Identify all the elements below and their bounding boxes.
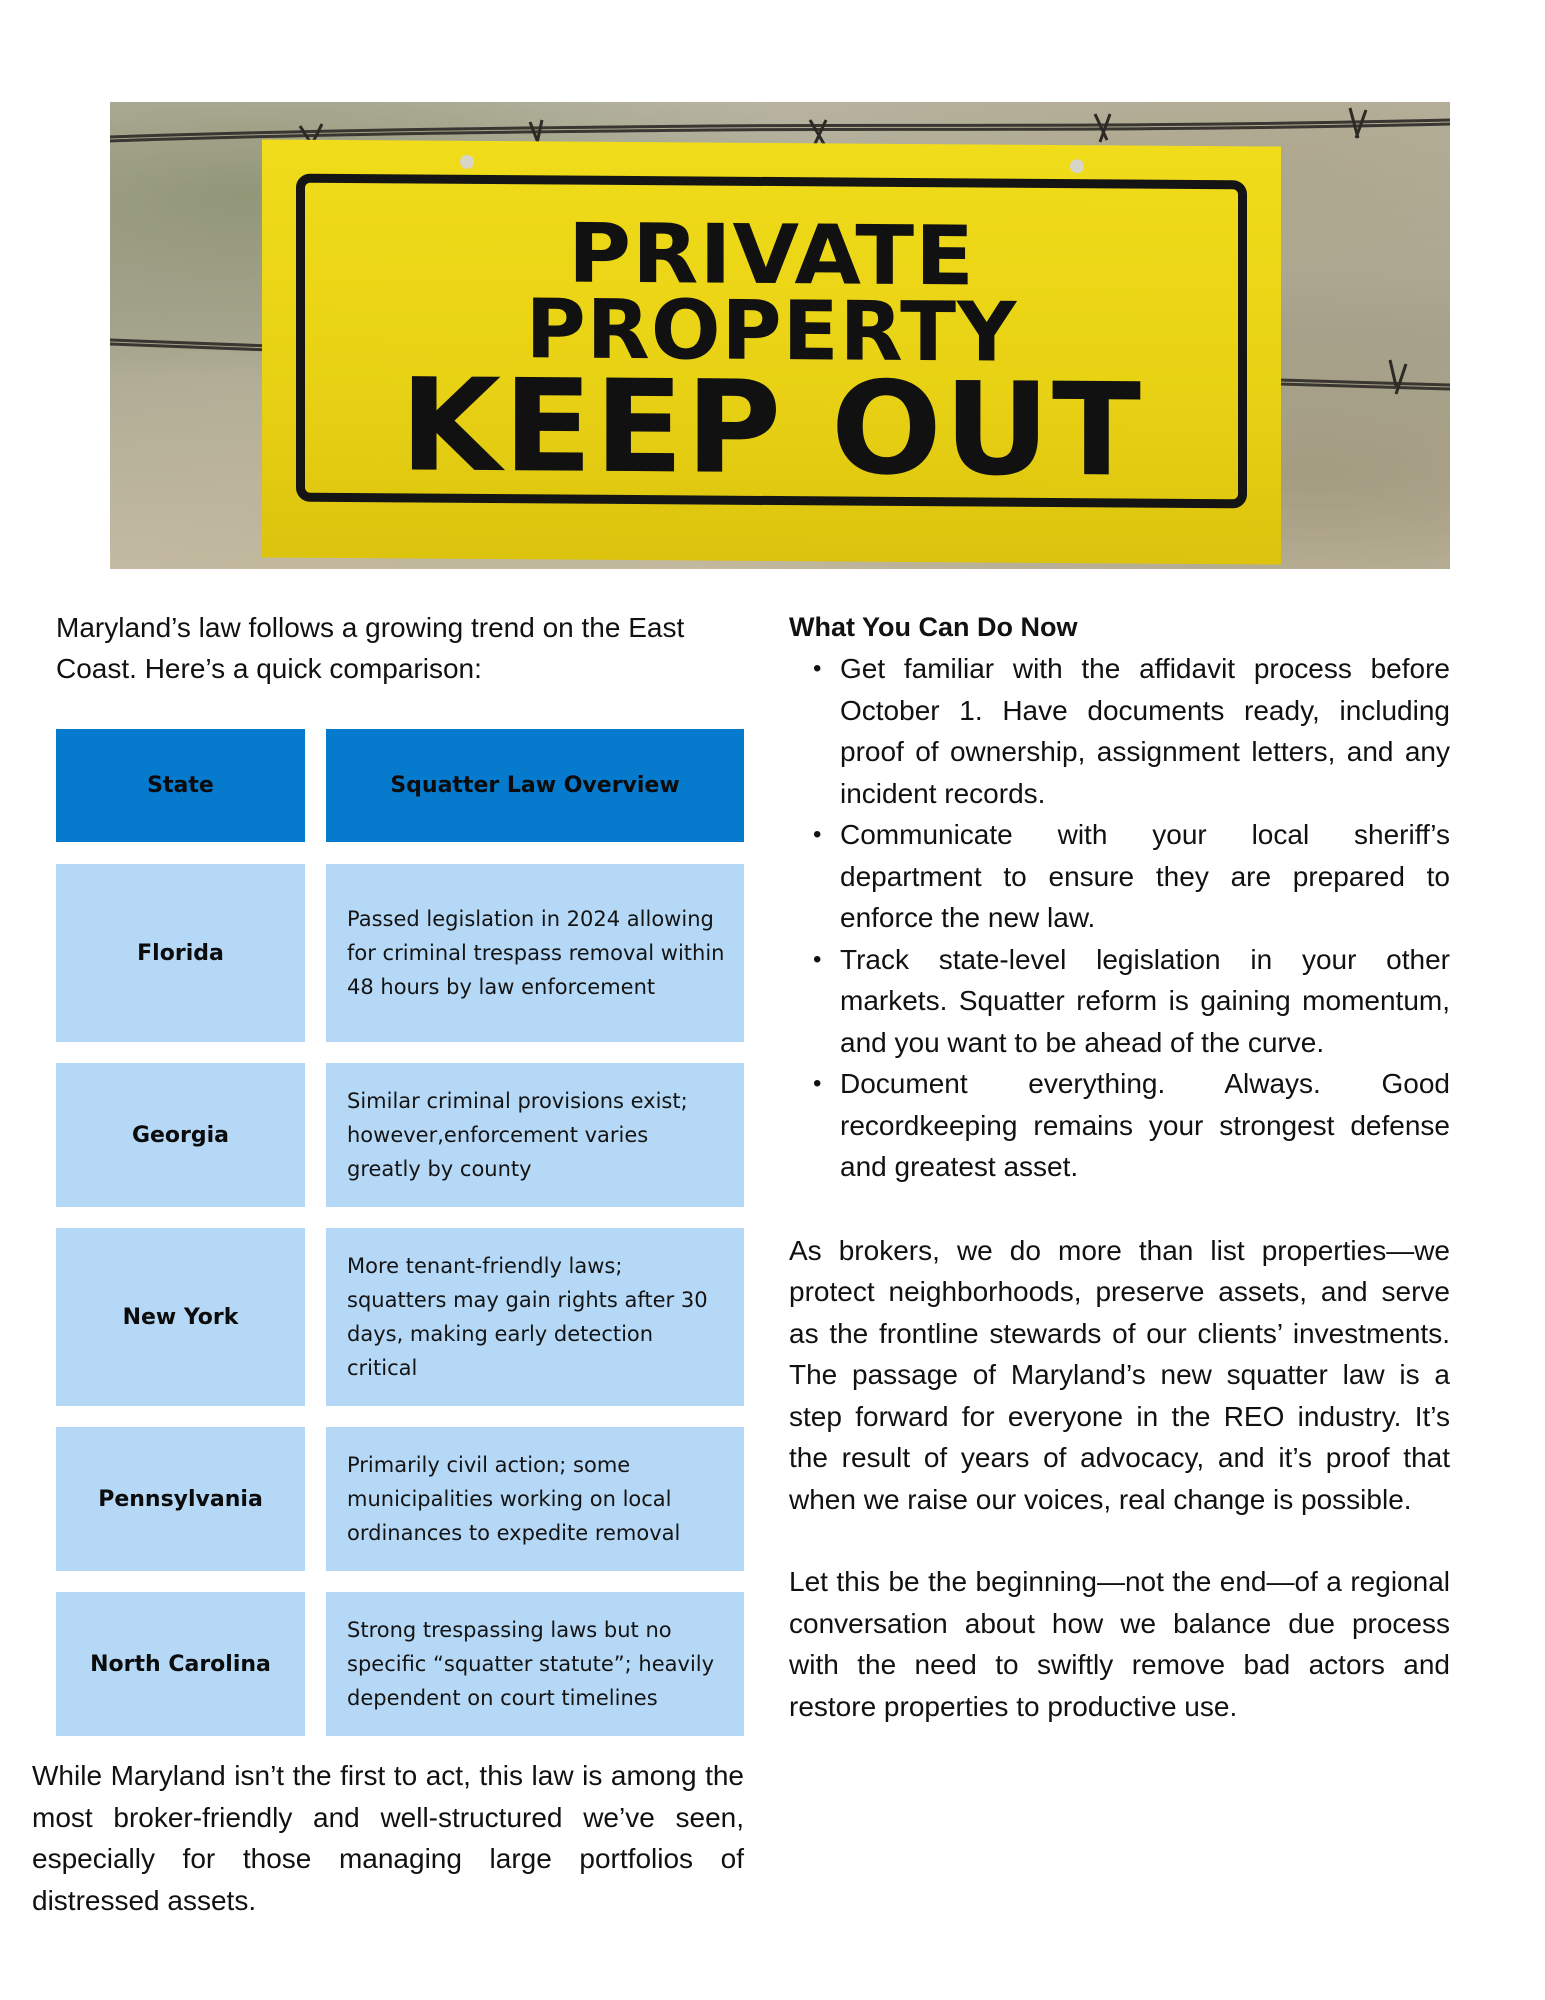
table-cell-overview: Strong trespassing laws but no specific “squatter statute”; heavily dependent on court timelines — [326, 1592, 744, 1736]
sign-line-1: PRIVATE — [567, 206, 976, 305]
closing-paragraph: Let this be the beginning—not the end—of a regional conversation about how we balance due process with the need to swiftly remove bad actors and restore properties to productive use. — [789, 1566, 1450, 1722]
table-cell-state: Pennsylvania — [56, 1427, 305, 1571]
table-cell-overview: More tenant-friendly laws; squatters may gain rights after 30 days, making early detection critical — [326, 1228, 744, 1406]
sign-hole-right — [1070, 159, 1084, 173]
list-item-text: Track state-level legislation in your other markets. Squatter reform is gaining momentum, and you want to be ahead of the curve. — [840, 943, 1450, 1058]
table-cell-state: North Carolina — [56, 1592, 305, 1736]
table-cell-state: New York — [56, 1228, 305, 1406]
brokers-paragraph: As brokers, we do more than list properties—we protect neighborhoods, preserve assets, and serve as the frontline stewards of our clients’ investments. The passage of Maryland’s new squatter law is a step forward for everyone in the REO industry. It’s the result of years of advocacy, and it’s proof that when we raise our voices, real change is possible. — [789, 1234, 1450, 1515]
table-cell-state: Florida — [56, 864, 305, 1042]
private-property-sign — [262, 139, 1281, 564]
bullet-icon: • — [813, 945, 822, 973]
sign-line-2: PROPERTY — [525, 282, 1018, 381]
sign-hole-left — [460, 155, 474, 169]
list-item — [813, 1063, 1450, 1188]
bullet-icon: • — [813, 821, 822, 848]
list-item-text: Communicate with your local sheriff’s department to ensure they are prepared to enforce the new law. — [840, 819, 1450, 933]
table-header-state: State — [56, 729, 305, 842]
table-cell-state: Georgia — [56, 1063, 305, 1207]
intro-paragraph: Maryland’s law follows a growing trend on the East Coast. Here’s a quick comparison: — [56, 612, 685, 684]
table-cell-overview: Similar criminal provisions exist; however,enforcement varies greatly by county — [326, 1063, 744, 1207]
sign-line-3: KEEP OUT — [399, 351, 1144, 506]
table-header-overview: Squatter Law Overview — [326, 729, 744, 842]
table-cell-overview: Passed legislation in 2024 allowing for criminal trespass removal within 48 hours by law enforcement — [326, 864, 744, 1042]
list-item — [813, 648, 1450, 814]
action-list — [789, 648, 1450, 1188]
list-item-text: Get familiar with the affidavit process before October 1. Have documents ready, including proof of ownership, assignment letters, and any incident records. — [840, 653, 1450, 809]
table-cell-overview: Primarily civil action; some municipalities working on local ordinances to expedite removal — [326, 1427, 744, 1571]
hero-photo — [110, 102, 1450, 569]
right-column — [789, 607, 1450, 1727]
list-item-text: Document everything. Always. Good recordkeeping remains your strongest defense and greatest asset. — [840, 1068, 1450, 1182]
section-heading: What You Can Do Now — [789, 612, 1078, 642]
outro-paragraph: While Maryland isn’t the first to act, this law is among the most broker-friendly and well-structured we’ve seen, especially for those managing large portfolios of distressed assets. — [32, 1760, 744, 1916]
bullet-icon: • — [813, 1070, 822, 1097]
list-item — [813, 939, 1450, 1064]
bullet-icon: • — [813, 655, 822, 682]
list-item — [813, 814, 1450, 939]
